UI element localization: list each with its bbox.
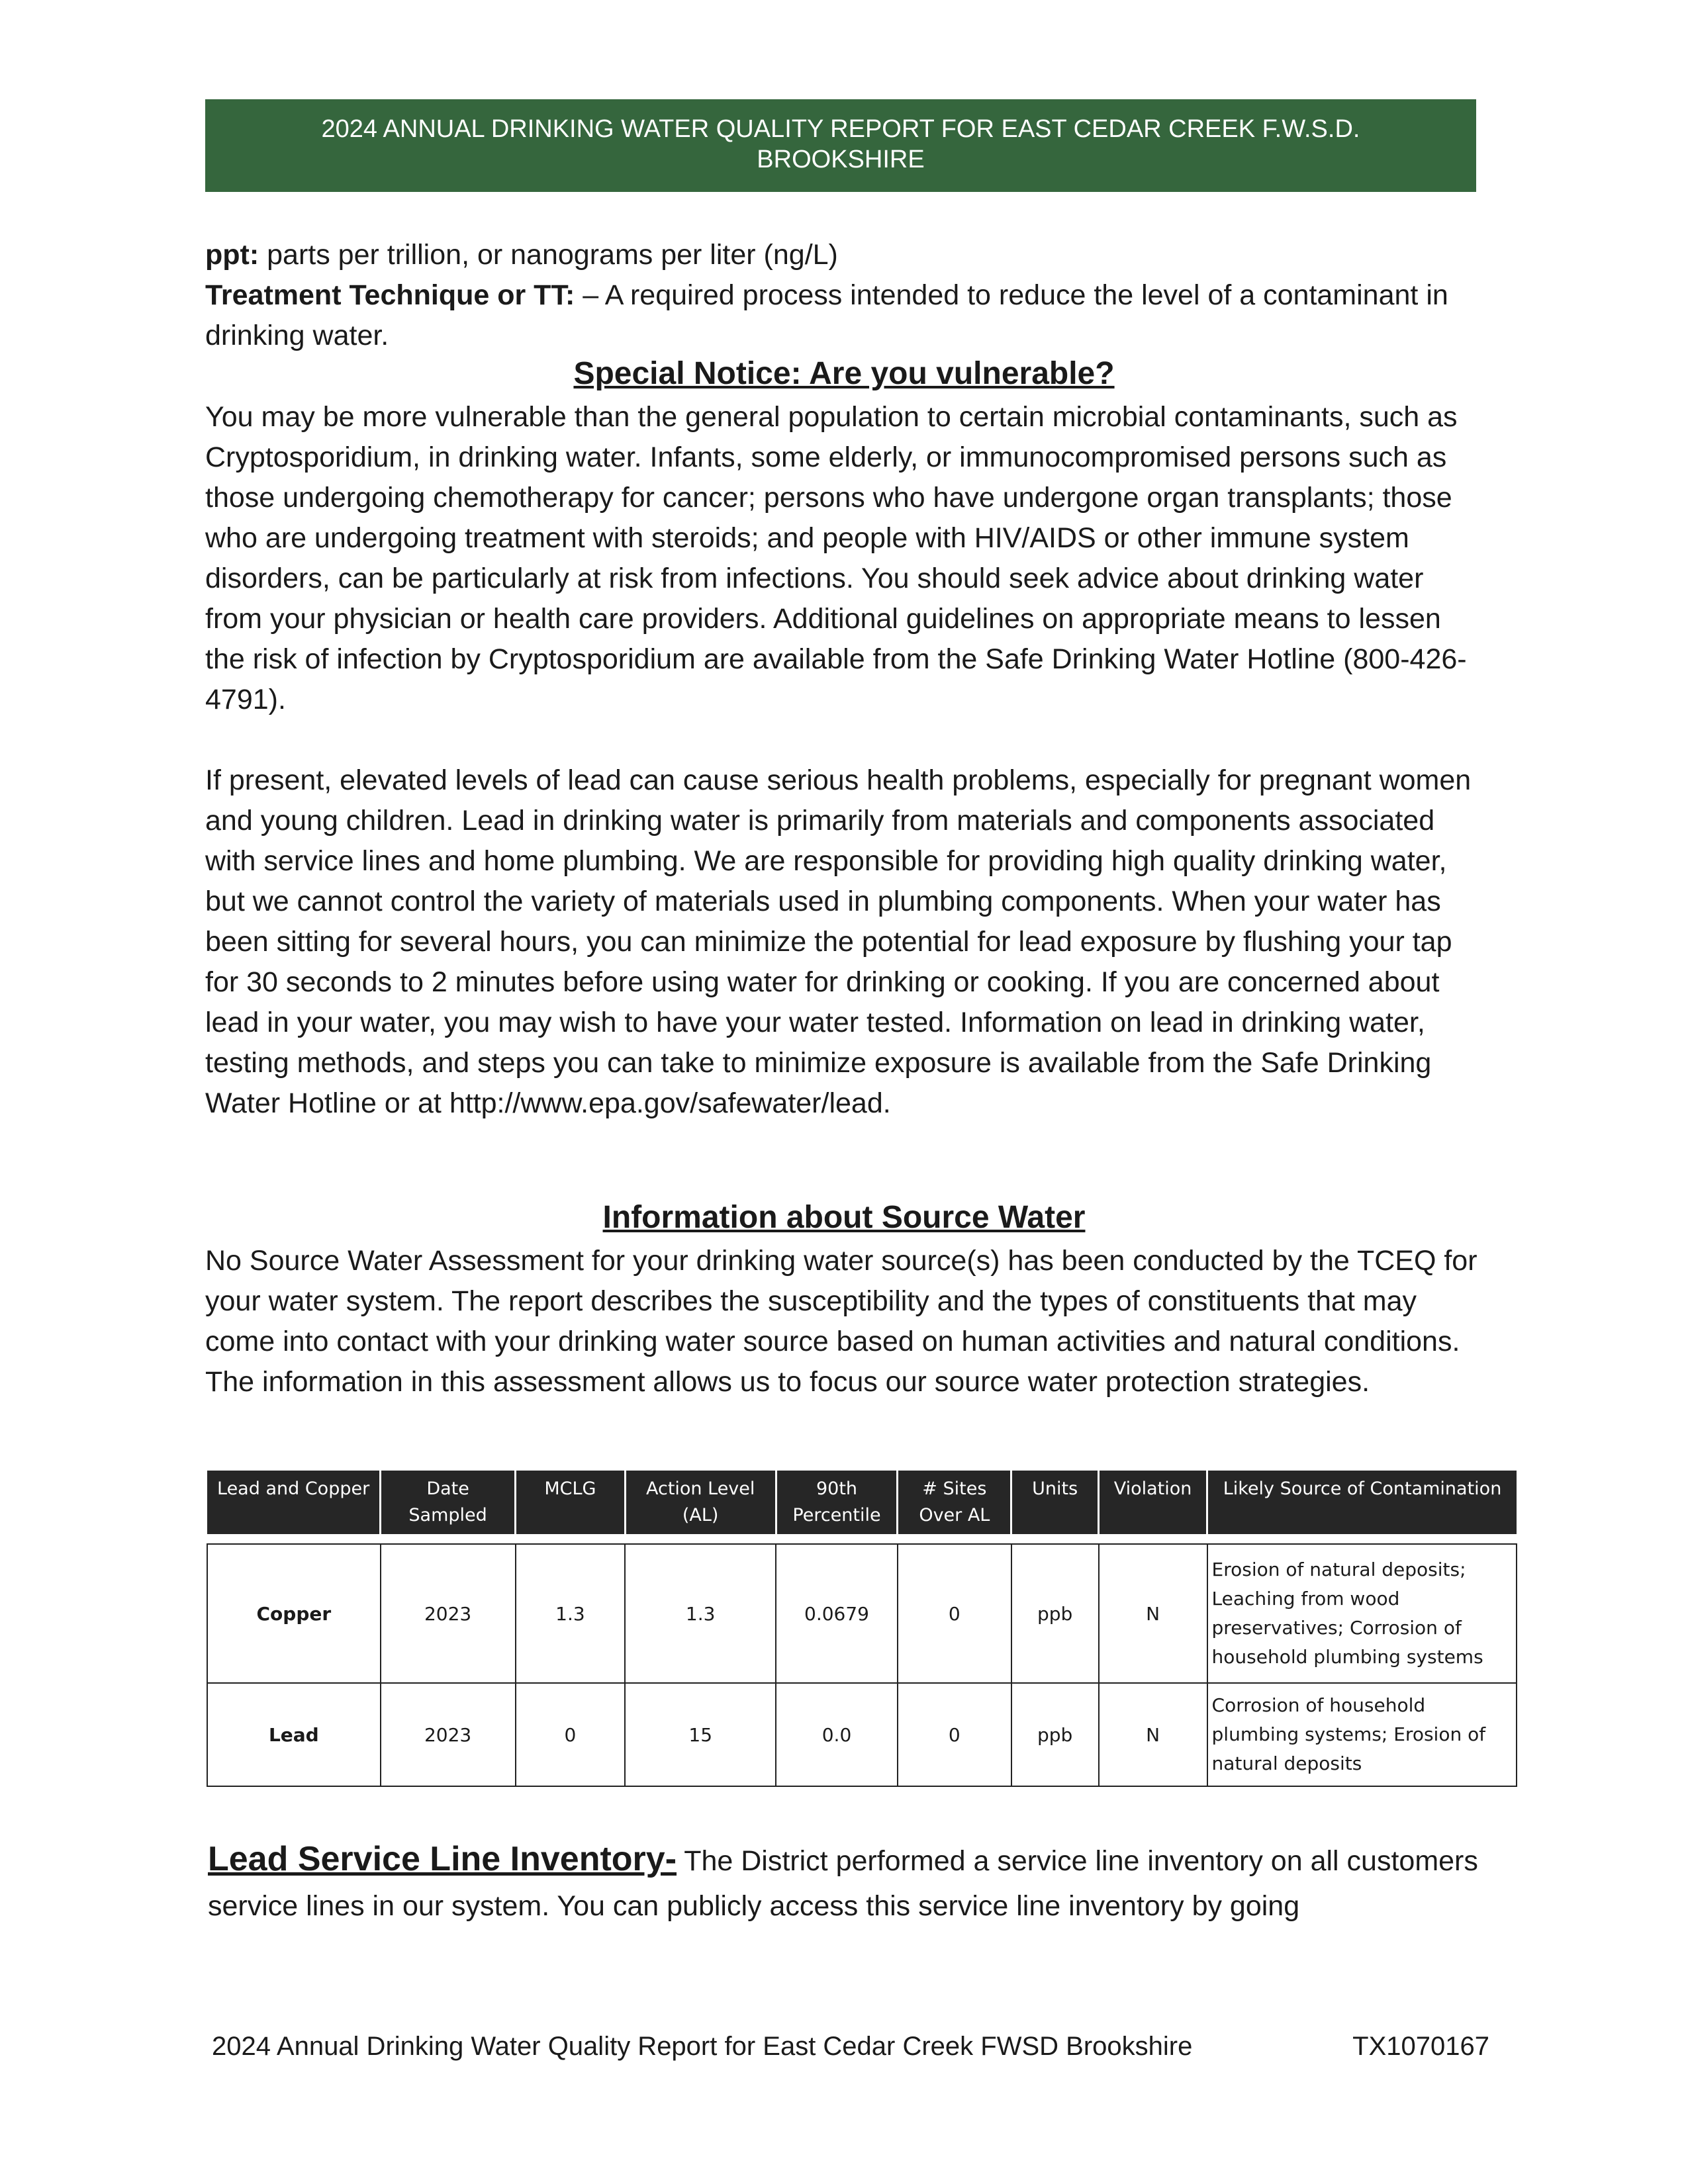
lead-service-line-text: The District performed a service line inventory on all customers service lines in our system. You can publicly access this service line inventory by going (208, 1845, 1478, 1922)
report-header-banner (205, 99, 1476, 192)
contaminant-name: Lead (207, 1683, 381, 1786)
definition-tt (205, 275, 1483, 356)
definition-term: Treatment Technique or TT: (205, 279, 575, 311)
likely-source: Corrosion of household plumbing systems; Erosion of natural deposits (1207, 1683, 1517, 1786)
action-level-value: 15 (625, 1683, 776, 1786)
footer-system-id: TX1070167 (1352, 2032, 1489, 2061)
likely-source: Erosion of natural deposits; Leaching from wood preservatives; Corrosion of household plumbing systems (1207, 1544, 1517, 1683)
special-notice-heading: Special Notice: Are you vulnerable? (573, 356, 1115, 391)
header-line-1: 2024 ANNUAL DRINKING WATER QUALITY REPORT FOR EAST CEDAR CREEK F.W.S.D. (321, 115, 1360, 143)
header-sites-over-al: # Sites Over AL (898, 1471, 1011, 1534)
header-violation: Violation (1099, 1471, 1207, 1534)
lead-service-line-title: Lead Service Line Inventory- (208, 1840, 677, 1878)
header-lead-and-copper: Lead and Copper (207, 1471, 381, 1534)
sites-over-al-value: 0 (898, 1544, 1011, 1683)
table-header-row (207, 1471, 1517, 1534)
units-value: ppb (1011, 1544, 1099, 1683)
units-value: ppb (1011, 1683, 1099, 1786)
table-row (207, 1544, 1517, 1683)
date-sampled: 2023 (381, 1544, 516, 1683)
contaminant-name: Copper (207, 1544, 381, 1683)
mclg-value: 0 (516, 1683, 626, 1786)
table-row (207, 1683, 1517, 1786)
page-footer (212, 2032, 1489, 2062)
violation-value: N (1099, 1683, 1207, 1786)
sites-over-al-value: 0 (898, 1683, 1011, 1786)
header-90th-percentile: 90th Percentile (776, 1471, 898, 1534)
lead-copper-table (207, 1471, 1517, 1787)
percentile-value: 0.0679 (776, 1544, 898, 1683)
header-units: Units (1011, 1471, 1099, 1534)
definitions (205, 235, 1483, 356)
header-likely-source: Likely Source of Contamination (1207, 1471, 1517, 1534)
mclg-value: 1.3 (516, 1544, 626, 1683)
vulnerability-paragraph: You may be more vulnerable than the general population to certain microbial contaminants, such as Cryptosporidium, in drinking water. Infants, some elderly, or immunocompromised persons such as those undergoing chemotherapy for cancer; persons who have undergone organ transplants; those who are undergoing treatment with steroids; and people with HIV/AIDS or other immune system disorders, can be particularly at risk from infections. You should seek advice about drinking water from your physician or health care providers. Additional guidelines on appropriate means to lessen the risk of infection by Cryptosporidium are available from the Safe Drinking Water Hotline (800-426-4791). (205, 401, 1467, 715)
lead-paragraph: If present, elevated levels of lead can cause serious health problems, especially for pregnant women and young children. Lead in drinking water is primarily from materials and components associated with service lines and home plumbing. We are responsible for providing high quality drinking water, but we cannot control the variety of materials used in plumbing components. When your water has been sitting for several hours, you can minimize the potential for lead exposure by flushing your tap for 30 seconds to 2 minutes before using water for drinking or cooking. If you are concerned about lead in your water, you may wish to have your water tested. Information on lead in drinking water, testing methods, and steps you can take to minimize exposure is available from the Safe Drinking Water Hotline or at http://www.epa.gov/safewater/lead. (205, 764, 1472, 1119)
action-level-value: 1.3 (625, 1544, 776, 1683)
percentile-value: 0.0 (776, 1683, 898, 1786)
source-water-heading: Information about Source Water (602, 1200, 1086, 1235)
definition-text: – A required process intended to reduce the level of a contaminant in drinking water. (205, 279, 1448, 351)
source-water-paragraph: No Source Water Assessment for your drinking water source(s) has been conducted by the TCEQ for your water system. The report describes the susceptibility and the types of constituents that may come into contact with your drinking water source based on human activities and natural conditions. The information in this assessment allows us to focus our source water protection strategies. (205, 1245, 1477, 1398)
header-mclg: MCLG (516, 1471, 626, 1534)
definition-text: parts per trillion, or nanograms per liter (ng/L) (259, 239, 838, 271)
definition-term: ppt: (205, 239, 259, 271)
definition-ppt (205, 235, 1483, 275)
date-sampled: 2023 (381, 1683, 516, 1786)
special-notice-body (205, 397, 1483, 1124)
violation-value: N (1099, 1544, 1207, 1683)
header-action-level: Action Level (AL) (625, 1471, 776, 1534)
header-date-sampled: Date Sampled (381, 1471, 516, 1534)
footer-report-title: 2024 Annual Drinking Water Quality Report for East Cedar Creek FWSD Brookshire (212, 2032, 1193, 2061)
header-line-2: BROOKSHIRE (757, 146, 925, 173)
lead-service-line-section (208, 1837, 1499, 1929)
